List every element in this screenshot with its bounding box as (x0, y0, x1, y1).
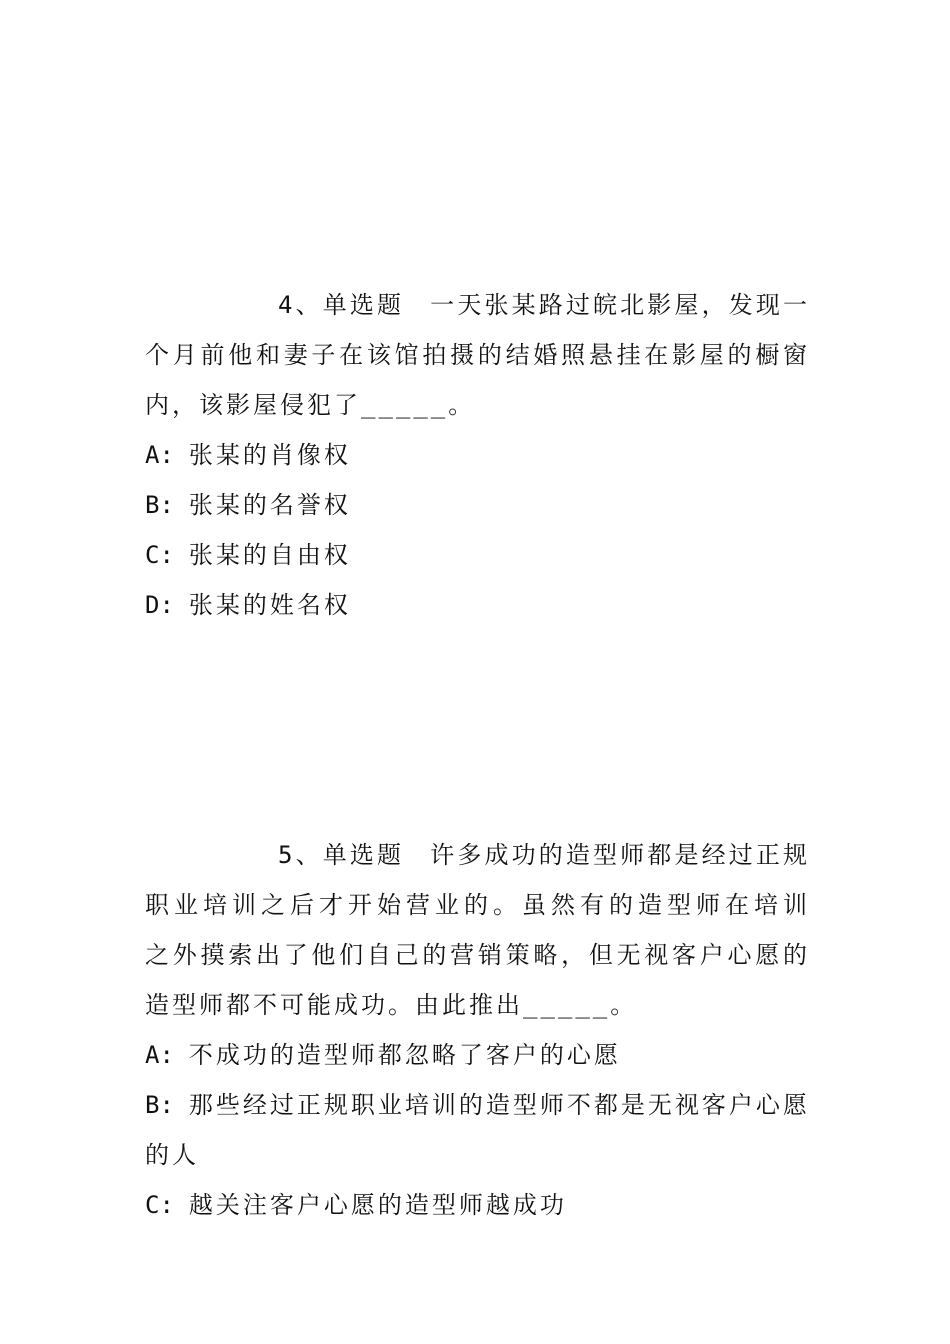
option-a[interactable] (145, 430, 810, 480)
question-4 (145, 280, 810, 630)
option-letter: A (145, 1041, 160, 1069)
option-text: 张某的名誉权 (188, 491, 351, 519)
option-text: 越关注客户心愿的造型师越成功 (188, 1191, 567, 1219)
option-text: 张某的姓名权 (188, 591, 351, 619)
option-a[interactable] (145, 1030, 810, 1080)
option-letter: C (145, 1191, 160, 1219)
option-separator: : (159, 1191, 177, 1219)
option-separator: : (159, 541, 177, 569)
question-number: 4、 (278, 291, 323, 319)
option-letter: B (145, 1091, 160, 1119)
option-list (145, 430, 810, 630)
question-5 (145, 830, 810, 1230)
question-type: 单选题 (322, 841, 405, 869)
option-list (145, 1030, 810, 1230)
option-text: 张某的自由权 (188, 541, 351, 569)
option-separator: : (159, 1041, 177, 1069)
option-b[interactable] (145, 1080, 810, 1180)
option-separator: : (159, 591, 177, 619)
option-text: 那些经过正规职业培训的造型师不都是无视客户心愿的人 (145, 1091, 810, 1169)
option-separator: : (159, 441, 177, 469)
option-text: 不成功的造型师都忽略了客户的心愿 (188, 1041, 621, 1069)
question-number: 5、 (278, 841, 323, 869)
option-letter: A (145, 441, 160, 469)
option-b[interactable] (145, 480, 810, 530)
question-text: 一天张某路过皖北影屋，发现一个月前他和妻子在该馆拍摄的结婚照悬挂在影屋的橱窗内，该影屋侵犯了_____。 (145, 291, 811, 419)
option-text: 张某的肖像权 (188, 441, 351, 469)
question-stem (145, 830, 810, 1030)
option-c[interactable] (145, 530, 810, 580)
option-letter: B (145, 491, 160, 519)
option-letter: D (145, 591, 160, 619)
option-separator: : (159, 1091, 177, 1119)
option-c[interactable] (145, 1180, 810, 1230)
question-text: 许多成功的造型师都是经过正规职业培训之后才开始营业的。虽然有的造型师在培训 之外摸索出了他们自己的营销策略，但无视客户心愿的造型师都不可能成功。由此推出_____。 (145, 841, 811, 1019)
question-type: 单选题 (322, 291, 405, 319)
option-letter: C (145, 541, 160, 569)
option-d[interactable] (145, 580, 810, 630)
question-stem (145, 280, 810, 430)
option-separator: : (159, 491, 177, 519)
